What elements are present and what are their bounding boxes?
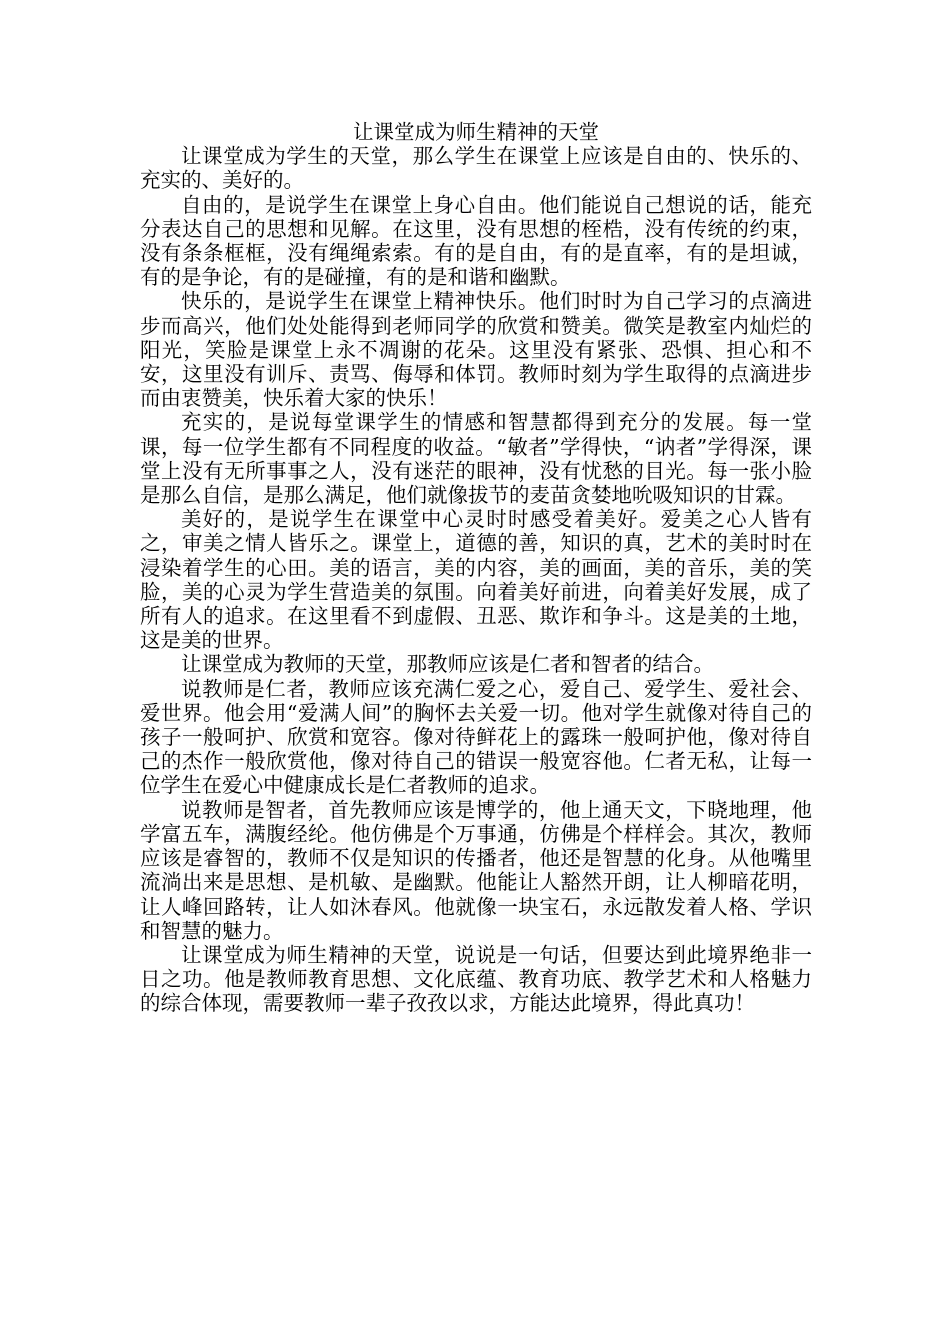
document-title: 让课堂成为师生精神的天堂 (353, 120, 599, 144)
paragraph-5: 美好的，是说学生在课堂中心灵时时感受着美好。爱美之心人皆有之，审美之情人皆乐之。课堂上，道德的善，知识的真，艺术的美时时在浸染着学生的心田。美的语言，美的内容，美的画面，美的音乐，美的笑脸，美的心灵为学生营造美的氛围。向着美好前进，向着美好发展，成了所有人的追求。在这里看不到虚假、丑恶、欺诈和争斗。这是美的土地，这是美的世界。 (140, 507, 812, 653)
paragraph-8: 说教师是智者，首先教师应该是博学的，他上通天文，下晓地理，他学富五车，满腹经纶。他仿佛是个万事通，仿佛是个样样会。其次，教师应该是睿智的，教师不仅是知识的传播者，他还是智慧的化身。从他嘴里流淌出来是思想、是机敏、是幽默。他能让人豁然开朗，让人柳暗花明，让人峰回路转，让人如沐春风。他就像一块宝石，永远散发着人格、学识和智慧的魅力。 (140, 797, 812, 943)
paragraph-9: 让课堂成为师生精神的天堂，说说是一句话，但要达到此境界绝非一日之功。他是教师教育思想、文化底蕴、教育功底、教学艺术和人格魅力的综合体现，需要教师一辈子孜孜以求，方能达此境界，得此真功！ (140, 942, 812, 1016)
paragraph-1: 让课堂成为学生的天堂，那么学生在课堂上应该是自由的、快乐的、充实的、美好的。 (140, 144, 812, 193)
paragraph-3: 快乐的，是说学生在课堂上精神快乐。他们时时为自己学习的点滴进步而高兴，他们处处能得到老师同学的欣赏和赞美。微笑是教室内灿烂的阳光，笑脸是课堂上永不凋谢的花朵。这里没有紧张、恐惧、担心和不安，这里没有训斥、责骂、侮辱和体罚。教师时刻为学生取得的点滴进步而由衷赞美，快乐着大家的快乐！ (140, 289, 812, 411)
paragraph-4: 充实的，是说每堂课学生的情感和智慧都得到充分的发展。每一堂课，每一位学生都有不同程度的收益。“敏者”学得快，“讷者”学得深，课堂上没有无所事事之人，没有迷茫的眼神，没有忧愁的目光。每一张小脸是那么自信，是那么满足，他们就像拔节的麦苗贪婪地吮吸知识的甘霖。 (140, 410, 812, 508)
paragraph-2: 自由的，是说学生在课堂上身心自由。他们能说自己想说的话，能充分表达自己的思想和见解。在这里，没有思想的桎梏，没有传统的约束，没有条条框框，没有绳绳索索。有的是自由，有的是直率，有的是坦诚，有的是争论，有的是碰撞，有的是和谐和幽默。 (140, 192, 812, 290)
paragraph-7: 说教师是仁者，教师应该充满仁爱之心，爱自己、爱学生、爱社会、爱世界。他会用“爱满人间”的胸怀去关爱一切。他对学生就像对待自己的孩子一般呵护、欣赏和宽容。像对待鲜花上的露珠一般呵护他，像对待自己的杰作一般欣赏他，像对待自己的错误一般宽容他。仁者无私，让每一位学生在爱心中健康成长是仁者教师的追求。 (140, 676, 812, 798)
paragraph-6: 让课堂成为教师的天堂，那教师应该是仁者和智者的结合。 (181, 652, 714, 677)
document-page (140, 120, 812, 1016)
